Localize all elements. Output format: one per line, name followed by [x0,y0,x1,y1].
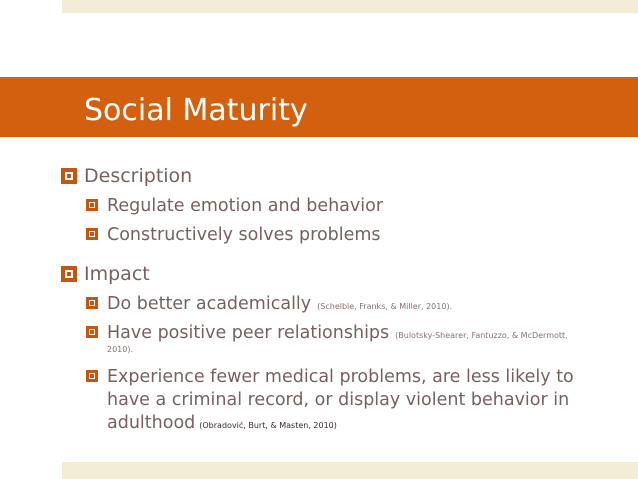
citation: (Obradović, Burt, & Masten, 2010) [199,421,337,430]
square-bullet-icon [61,168,77,184]
citation: (Bulotsky-Shearer, Fantuzzo, & McDermott, [395,331,568,340]
list-item-line [107,412,337,437]
item-text: Have positive peer relationships [107,323,390,343]
square-bullet-icon [86,228,98,240]
square-bullet-icon [86,297,98,309]
item-text: Do better academically [107,294,312,314]
section-heading-impact: Impact [84,263,150,285]
square-bullet-icon [86,199,98,211]
list-item [107,322,568,347]
list-item: Constructively solves problems [107,225,381,245]
square-bullet-icon [86,326,98,338]
section-heading-description: Description [84,165,193,187]
list-item: Regulate emotion and behavior [107,196,384,216]
square-bullet-icon [86,370,98,382]
list-item [107,293,452,318]
list-item-line: Experience fewer medical problems, are less likely to [107,367,574,387]
citation-continued: 2010). [107,345,134,354]
list-item-line: have a criminal record, or display violent behavior in [107,390,570,410]
item-text: adulthood [107,413,196,433]
bottom-decor-band [62,462,638,479]
top-decor-band [62,0,638,13]
square-bullet-icon [61,266,77,282]
citation: (Schelble, Franks, & Miller, 2010). [317,302,453,311]
slide-title: Social Maturity [84,93,308,128]
